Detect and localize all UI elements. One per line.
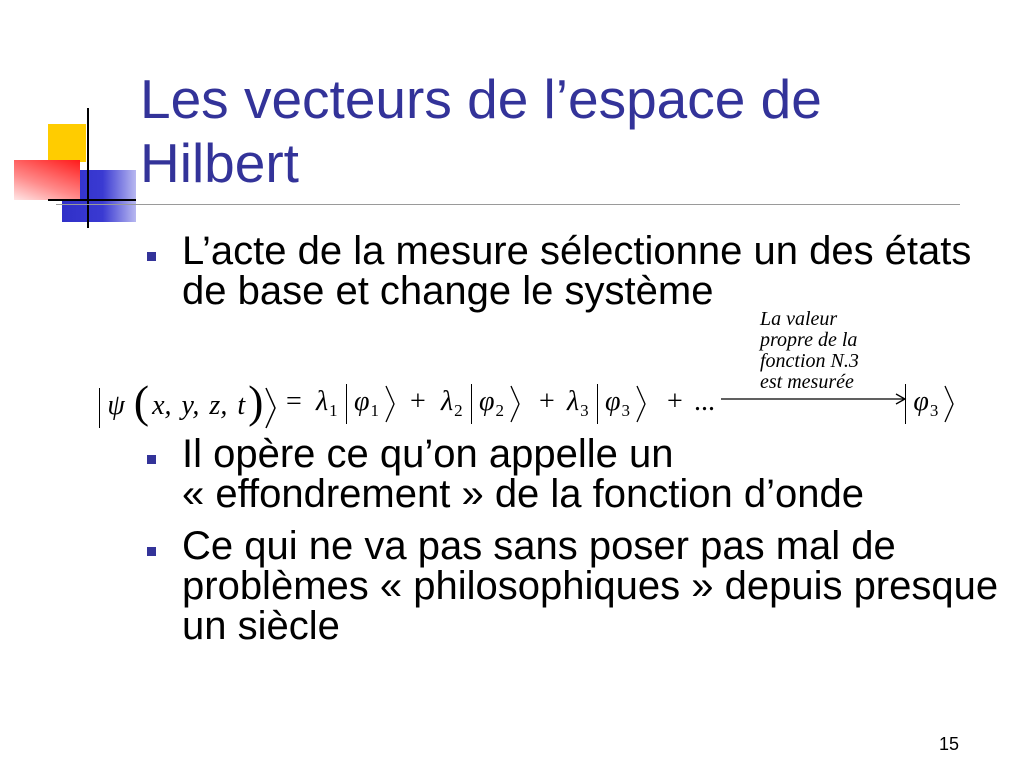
term-coefficient: λ xyxy=(441,386,454,417)
term-state: φ xyxy=(605,386,621,417)
ket-bracket-stroke xyxy=(945,386,953,422)
psi-symbol: ψ xyxy=(107,390,125,421)
ket-bracket-stroke xyxy=(637,386,645,422)
logo-red-bar xyxy=(14,160,80,200)
term-state-index: 2 xyxy=(495,401,505,420)
term-coefficient-index: 3 xyxy=(580,401,589,420)
equation-term xyxy=(567,380,646,424)
ket-bracket xyxy=(265,386,276,430)
close-paren: ) xyxy=(248,376,264,427)
term-state-index: 3 xyxy=(621,401,631,420)
ket-bracket-stroke xyxy=(266,388,275,428)
page-number: 15 xyxy=(939,734,960,754)
measurement-equation xyxy=(0,376,1024,427)
plus-sign: + xyxy=(410,386,426,417)
result-state-index: 3 xyxy=(929,401,939,420)
bra-bar xyxy=(346,384,347,424)
slide-title xyxy=(140,67,822,195)
ket-bracket xyxy=(510,384,520,424)
bullet-marker xyxy=(147,455,156,464)
bullet-line: Il opère ce qu’on appelle un xyxy=(182,432,674,476)
bra-bar xyxy=(597,384,598,424)
bra-bar xyxy=(471,384,472,424)
annotation-line: est mesurée xyxy=(760,371,854,393)
term-coefficient: λ xyxy=(316,386,329,417)
term-coefficient-index: 2 xyxy=(454,401,463,420)
result-state: φ xyxy=(913,386,929,417)
ket-bracket-stroke xyxy=(386,386,394,422)
term-coefficient: λ xyxy=(567,386,580,417)
term-coefficient-index: 1 xyxy=(329,401,338,420)
equation-lhs xyxy=(99,376,276,427)
bullet-item xyxy=(182,434,864,514)
equation-term xyxy=(316,380,395,424)
equals-sign: = xyxy=(286,386,302,417)
bullet-line: Ce qui ne va pas sans poser pas mal de xyxy=(182,524,896,568)
bullet-line: « effondrement » de la fonction d’onde xyxy=(182,472,864,516)
bullet-line: problèmes « philosophiques » depuis presque xyxy=(182,564,999,608)
bullet-line: un siècle xyxy=(182,604,340,648)
term-state: φ xyxy=(354,386,370,417)
logo-vertical-line xyxy=(87,108,89,228)
ket-bracket xyxy=(944,384,954,424)
equation-term xyxy=(441,380,520,424)
bullet-line: L’acte de la mesure sélectionne un des états xyxy=(182,229,972,273)
annotation-line: propre de la xyxy=(760,329,858,351)
title-rule xyxy=(56,204,960,205)
bullet-marker xyxy=(147,252,156,261)
plus-sign: + xyxy=(539,386,555,417)
psi-arguments: x, y, z, t xyxy=(152,390,246,421)
bullet-line: de base et change le système xyxy=(182,269,714,313)
logo-yellow-square xyxy=(48,124,86,162)
bullet-item xyxy=(182,526,998,646)
open-paren: ( xyxy=(133,376,150,427)
plus-sign: + xyxy=(667,386,683,417)
term-state-index: 1 xyxy=(370,401,380,420)
annotation-line: La valeur xyxy=(760,308,838,330)
equation-result xyxy=(905,380,954,424)
ket-bracket xyxy=(385,384,395,424)
bra-bar xyxy=(99,388,100,428)
logo-horizontal-line xyxy=(48,199,136,201)
ket-bracket xyxy=(636,384,646,424)
arrow-icon xyxy=(719,380,907,424)
term-state: φ xyxy=(479,386,495,417)
ket-bracket-stroke xyxy=(511,386,519,422)
bullet-marker xyxy=(147,547,156,556)
bullet-item xyxy=(182,231,971,311)
annotation-line: fonction N.3 xyxy=(760,350,859,372)
title-line: Les vecteurs de l’espace de xyxy=(140,68,822,130)
ellipsis: ... xyxy=(694,386,715,417)
bra-bar xyxy=(905,384,906,424)
title-line: Hilbert xyxy=(140,132,299,194)
